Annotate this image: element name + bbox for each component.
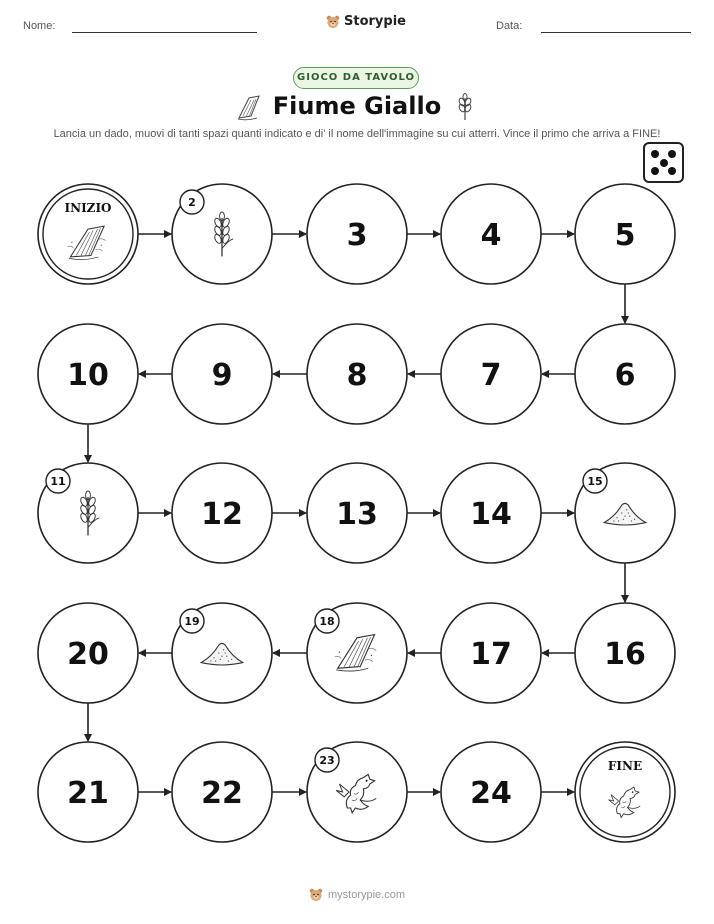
board-cell bbox=[441, 184, 541, 284]
start-cell bbox=[38, 184, 138, 284]
name-label: Nome: bbox=[23, 20, 56, 32]
board-cell bbox=[307, 742, 407, 842]
board-cell bbox=[575, 184, 675, 284]
cell-number: 12 bbox=[201, 497, 243, 532]
start-label: INIZIO bbox=[64, 201, 112, 215]
board-cell bbox=[307, 463, 407, 563]
board-cell bbox=[172, 184, 272, 284]
board-cell bbox=[307, 603, 407, 703]
finish-cell bbox=[575, 742, 675, 842]
page-title: Fiume Giallo bbox=[272, 92, 442, 120]
cell-number: 10 bbox=[67, 358, 109, 393]
cell-number-badge-text: 19 bbox=[184, 615, 200, 628]
board-cell bbox=[575, 463, 675, 563]
cell-number: 13 bbox=[336, 497, 378, 532]
board-cell bbox=[441, 324, 541, 424]
cell-number-badge-text: 18 bbox=[319, 615, 335, 628]
cell-number: 9 bbox=[211, 358, 233, 393]
cell-number: 3 bbox=[346, 218, 368, 253]
cell-number-badge-text: 11 bbox=[50, 475, 66, 488]
cell-number: 8 bbox=[346, 358, 368, 393]
cell-number: 16 bbox=[604, 637, 646, 672]
cell-number: 22 bbox=[201, 776, 243, 811]
cell-number-badge-text: 2 bbox=[188, 196, 196, 209]
cell-number-badge-text: 15 bbox=[587, 475, 603, 488]
cell-number: 20 bbox=[67, 637, 109, 672]
cell-number-badge-text: 23 bbox=[319, 754, 335, 767]
board-cell bbox=[307, 184, 407, 284]
board-cell bbox=[172, 742, 272, 842]
board-cell bbox=[172, 463, 272, 563]
cell-number: 6 bbox=[614, 358, 636, 393]
cell-number: 14 bbox=[470, 497, 512, 532]
board-cells bbox=[38, 184, 675, 842]
board-cell bbox=[38, 742, 138, 842]
game-type-badge: GIOCO DA TAVOLO bbox=[293, 67, 419, 89]
cell-number: 5 bbox=[614, 218, 636, 253]
footer bbox=[0, 888, 714, 902]
cell-number: 24 bbox=[470, 776, 512, 811]
bear-icon bbox=[309, 888, 323, 902]
cell-number: 4 bbox=[480, 218, 502, 253]
brand-name: Storypie bbox=[344, 14, 406, 29]
board-cell bbox=[575, 603, 675, 703]
cell-number: 17 bbox=[470, 637, 512, 672]
board-cell bbox=[172, 603, 272, 703]
board-cell bbox=[441, 742, 541, 842]
board-cell bbox=[441, 463, 541, 563]
board-cell bbox=[38, 463, 138, 563]
board-cell bbox=[441, 603, 541, 703]
finish-label: FINE bbox=[607, 759, 643, 773]
instructions-text: Lancia un dado, muovi di tanti spazi quanti indicato e di' il nome dell'immagine su cui atterri. Vince il primo che arriva a FINE! bbox=[53, 128, 661, 140]
cell-number: 7 bbox=[480, 358, 502, 393]
board-cell bbox=[575, 324, 675, 424]
cell-circle bbox=[575, 742, 675, 842]
board-cell bbox=[307, 324, 407, 424]
cell-number: 21 bbox=[67, 776, 109, 811]
board-cell bbox=[38, 603, 138, 703]
date-label: Data: bbox=[496, 20, 523, 32]
footer-link[interactable]: mystorypie.com bbox=[327, 889, 406, 901]
board-cell bbox=[172, 324, 272, 424]
board-cell bbox=[38, 324, 138, 424]
